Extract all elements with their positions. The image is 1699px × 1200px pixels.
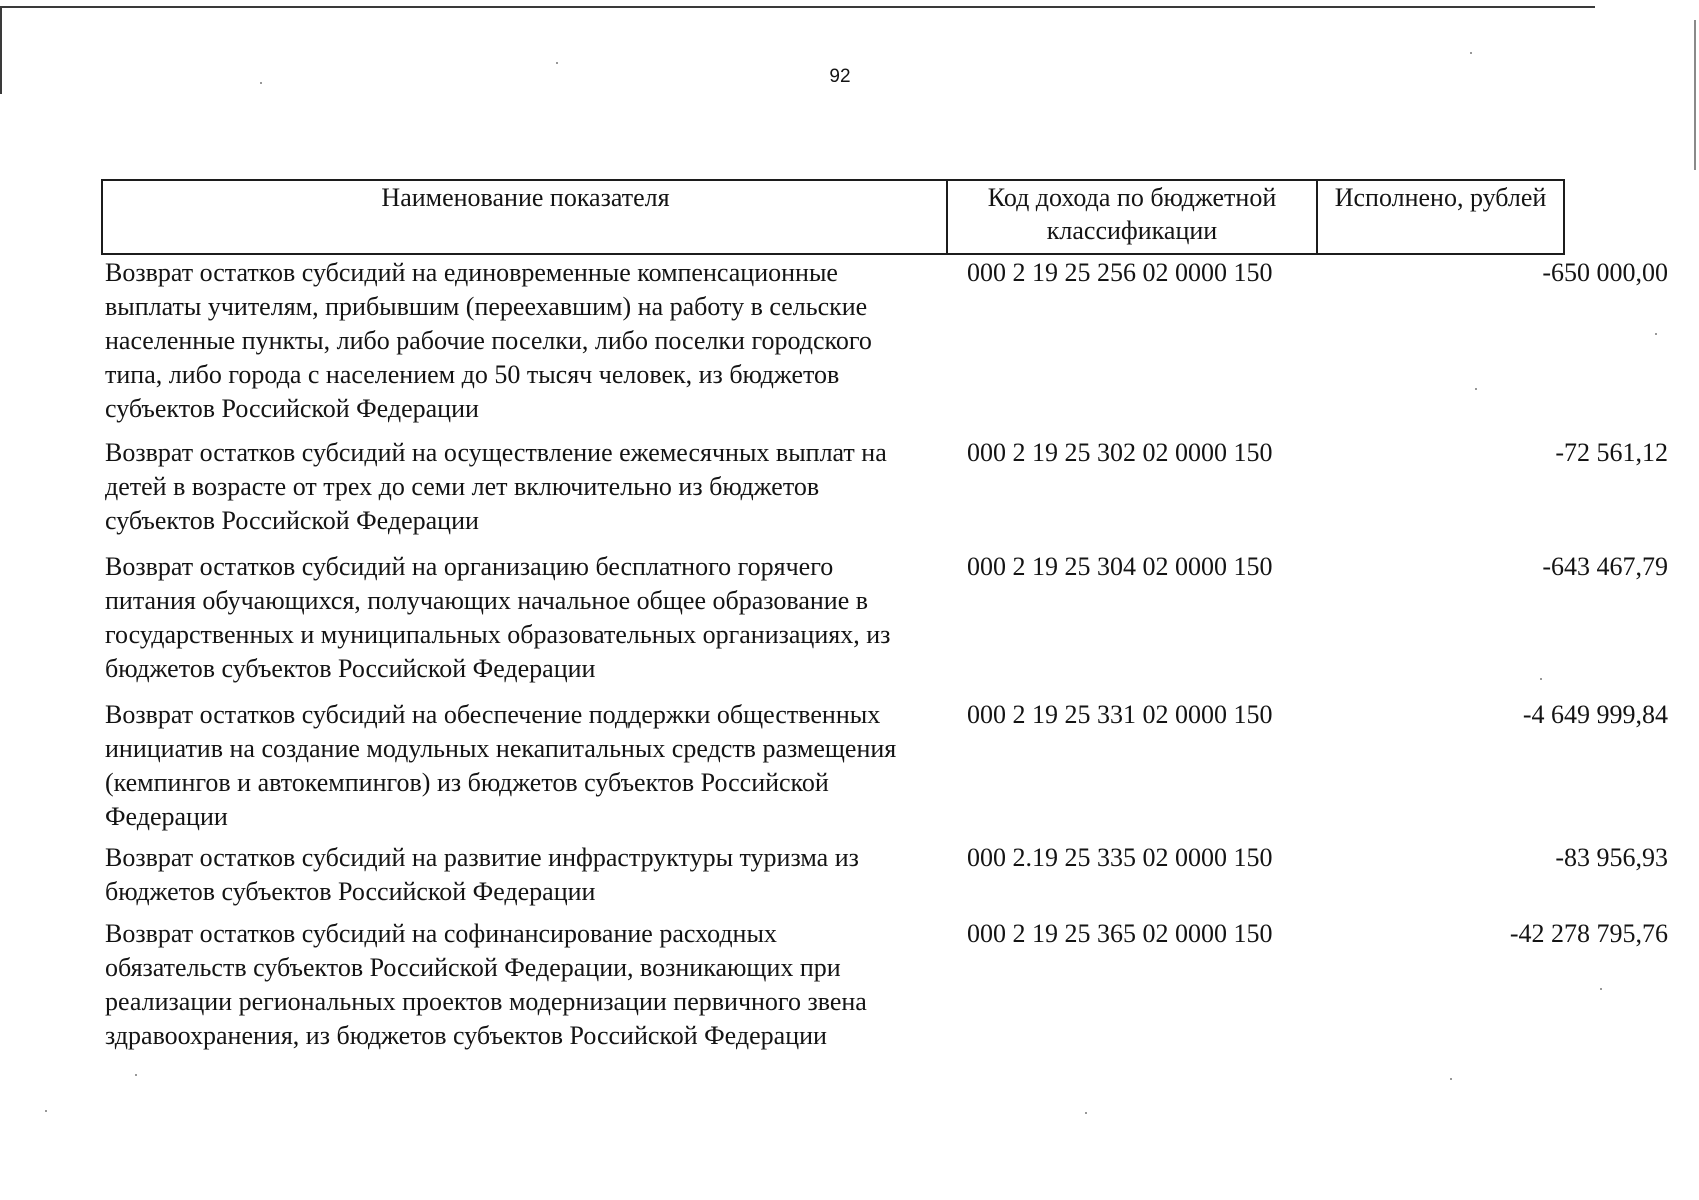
row-name-line: типа, либо города с населением до 50 тысяч человек, из бюджетов [105,360,840,389]
row-name-line: населенные пункты, либо рабочие поселки, либо поселки городского [105,326,872,355]
row-executed-amount: -650 000,00 [1542,258,1668,287]
table-header [101,179,1565,255]
row-executed-amount: -643 467,79 [1542,552,1668,581]
scan-speck [1470,52,1472,54]
row-name-line: реализации региональных проектов модернизации первичного звена [105,987,867,1016]
header-income-code [948,181,1316,247]
row-name-line: (кемпингов и автокемпингов) из бюджетов субъектов Российской [105,768,829,797]
row-name-line: Возврат остатков субсидий на осуществление ежемесячных выплат на [105,438,887,467]
row-income-code: 000 2 19 25 256 02 0000 150 [967,258,1273,287]
row-indicator-name [105,256,945,426]
row-executed-amount: -72 561,12 [1555,438,1668,467]
scan-speck [45,1110,47,1112]
header-executed-amount-text: Исполнено, рублей [1334,183,1547,212]
header-income-code-line1: Код дохода по бюджетной [987,183,1277,212]
row-executed-amount: -4 649 999,84 [1522,700,1668,729]
scan-border-top [0,6,1595,8]
row-name-line: Возврат остатков субсидий на организацию бесплатного горячего [105,552,834,581]
scan-speck [1475,388,1477,390]
row-indicator-name [105,436,945,538]
row-name-line: Возврат остатков субсидий на обеспечение поддержки общественных [105,700,881,729]
row-name-line: Возврат остатков субсидий на софинансирование расходных [105,919,777,948]
scan-speck [1085,1112,1087,1114]
scan-speck [1655,333,1657,335]
row-income-code: 000 2 19 25 331 02 0000 150 [967,700,1273,729]
row-name-line: выплаты учителям, прибывшим (переехавшим) на работу в сельские [105,292,868,321]
row-income-code: 000 2 19 25 304 02 0000 150 [967,552,1273,581]
scan-speck [1540,678,1542,680]
scan-speck [556,62,558,64]
header-indicator-name-text: Наименование показателя [381,183,670,212]
row-name-line: детей в возрасте от трех до семи лет включительно из бюджетов [105,472,820,501]
row-name-line: питания обучающихся, получающих начальное общее образование в [105,586,869,615]
row-name-line: здравоохранения, из бюджетов субъектов Российской Федерации [105,1021,827,1050]
row-indicator-name [105,917,945,1053]
row-indicator-name [105,550,945,686]
row-name-line: обязательств субъектов Российской Федерации, возникающих при [105,953,841,982]
row-income-code: 000 2 19 25 302 02 0000 150 [967,438,1273,467]
row-income-code: 000 2.19 25 335 02 0000 150 [967,843,1273,872]
row-indicator-name [105,698,945,834]
row-name-line: бюджетов субъектов Российской Федерации [105,877,596,906]
header-income-code-line2: классификации [1046,216,1218,245]
scan-border-left [0,6,2,94]
row-name-line: государственных и муниципальных образовательных организациях, из [105,620,891,649]
scan-speck [260,82,262,84]
row-name-line: бюджетов субъектов Российской Федерации [105,654,596,683]
page-number: 92 [829,66,851,87]
row-executed-amount: -42 278 795,76 [1509,919,1668,948]
row-name-line: Федерации [105,802,228,831]
header-indicator-name [103,181,948,214]
header-executed-amount [1318,181,1563,214]
scan-speck [1600,988,1602,990]
row-name-line: субъектов Российской Федерации [105,506,479,535]
scan-speck [1450,1078,1452,1080]
row-name-line: субъектов Российской Федерации [105,394,479,423]
scan-border-right [1694,20,1696,170]
row-name-line: Возврат остатков субсидий на единовременные компенсационные [105,258,838,287]
row-executed-amount: -83 956,93 [1555,843,1668,872]
row-income-code: 000 2 19 25 365 02 0000 150 [967,919,1273,948]
row-name-line: инициатив на создание модульных некапитальных средств размещения [105,734,897,763]
scan-speck [135,1074,137,1076]
row-name-line: Возврат остатков субсидий на развитие инфраструктуры туризма из [105,843,859,872]
row-indicator-name [105,841,945,909]
